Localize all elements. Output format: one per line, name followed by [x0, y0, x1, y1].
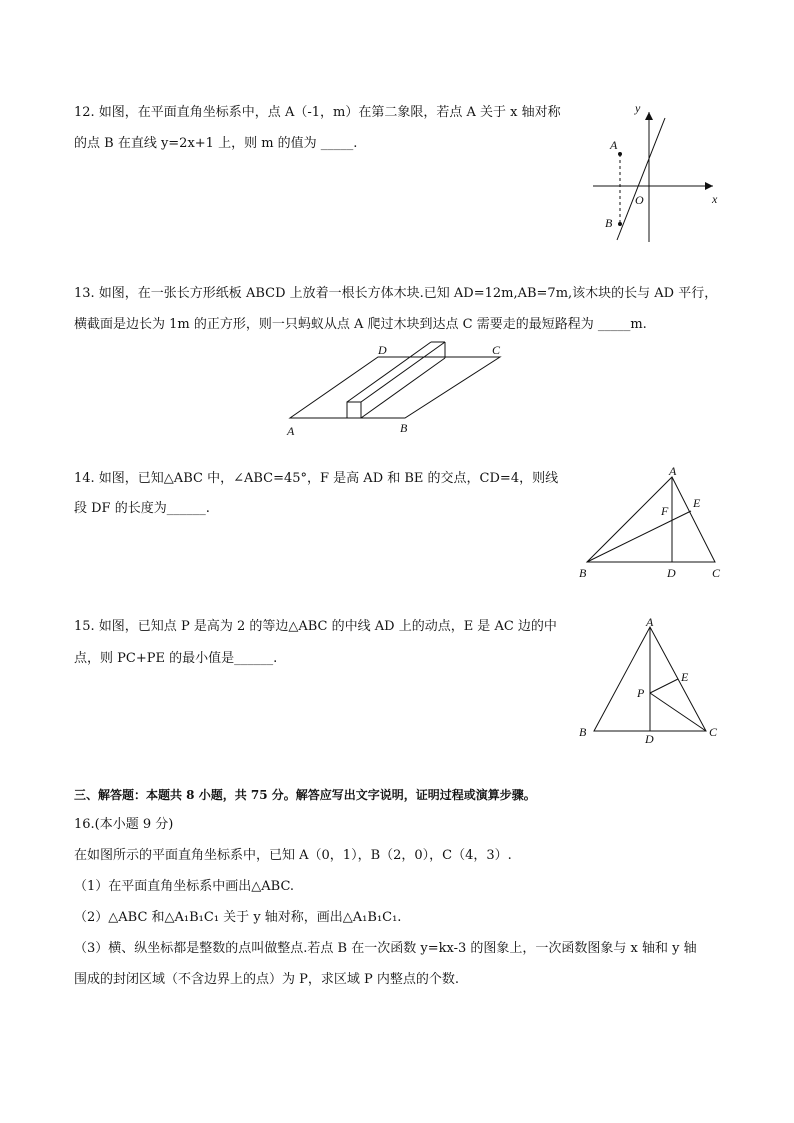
- q12-line-1: 12. 如图，在平面直角坐标系中，点 A（-1，m）在第二象限，若点 A 关于 x 轴对称: [74, 105, 561, 120]
- q14-point-e-label: E: [693, 496, 701, 510]
- q12-coordinate-figure: [585, 100, 725, 250]
- q14-point-b-label: B: [579, 566, 587, 580]
- q15-triangle-figure: [575, 615, 735, 750]
- q16-part-3-line-2: 围成的封闭区域（不含边界上的点）为 P，求区域 P 内整点的个数.: [74, 972, 460, 987]
- q13-line-2: 横截面是边长为 1m 的正方形，则一只蚂蚁从点 A 爬过木块到达点 C 需要走的最短路程为 _____m.: [74, 317, 647, 332]
- q16-part-1: （1）在平面直角坐标系中画出△ABC.: [74, 879, 295, 894]
- q16-part-2: （2）△ABC 和△A₁B₁C₁ 关于 y 轴对称，画出△A₁B₁C₁.: [74, 910, 402, 925]
- q13-board-figure: [280, 340, 520, 440]
- q16-intro: 在如图所示的平面直角坐标系中，已知 A（0，1），B（2，0），C（4，3）.: [74, 848, 512, 863]
- q13-point-c-label: C: [492, 343, 501, 357]
- q15-point-b-label: B: [579, 725, 587, 739]
- q12-origin-label: O: [635, 193, 644, 207]
- q14-point-f-label: F: [661, 504, 669, 518]
- q12-point-a-label: A: [610, 138, 618, 152]
- q15-point-d-label: D: [645, 732, 654, 746]
- q13-point-a-label: A: [287, 424, 295, 438]
- q14-point-a-label: A: [669, 464, 677, 478]
- q12-point-b-label: B: [605, 216, 613, 230]
- q14-point-d-label: D: [667, 566, 676, 580]
- q14-triangle-figure: [575, 465, 735, 585]
- section-3-heading: 三、解答题：本题共 8 小题，共 75 分。解答应写出文字说明，证明过程或演算步骤。: [74, 788, 536, 802]
- q14-line-2: 段 DF 的长度为______.: [74, 501, 210, 516]
- q12-line-2: 的点 B 在直线 y=2x+1 上，则 m 的值为 _____.: [74, 136, 358, 151]
- q12-y-axis-label: y: [635, 101, 641, 115]
- q15-line-2: 点，则 PC+PE 的最小值是______.: [74, 651, 278, 666]
- q15-line-1: 15. 如图，已知点 P 是高为 2 的等边△ABC 的中线 AD 上的动点，E 是 AC 边的中: [74, 619, 557, 634]
- q13-point-b-label: B: [400, 421, 408, 435]
- q16-part-3-line-1: （3）横、纵坐标都是整数的点叫做整点.若点 B 在一次函数 y=kx-3 的图象上，一次函数图象与 x 轴和 y 轴: [74, 941, 697, 956]
- q14-line-1: 14. 如图，已知△ABC 中，∠ABC=45°，F 是高 AD 和 BE 的交点，CD=4，则线: [74, 471, 559, 486]
- q15-point-e-label: E: [681, 670, 689, 684]
- q12-x-axis-label: x: [712, 192, 718, 206]
- q13-line-1: 13. 如图，在一张长方形纸板 ABCD 上放着一根长方体木块.已知 AD=12m,AB=7m,该木块的长与 AD 平行，: [74, 286, 718, 301]
- q15-point-a-label: A: [646, 615, 654, 629]
- q15-point-p-label: P: [637, 686, 645, 700]
- q13-point-d-label: D: [378, 343, 387, 357]
- q15-point-c-label: C: [709, 725, 718, 739]
- q16-header: 16.(本小题 9 分): [74, 817, 174, 832]
- q14-point-c-label: C: [712, 566, 721, 580]
